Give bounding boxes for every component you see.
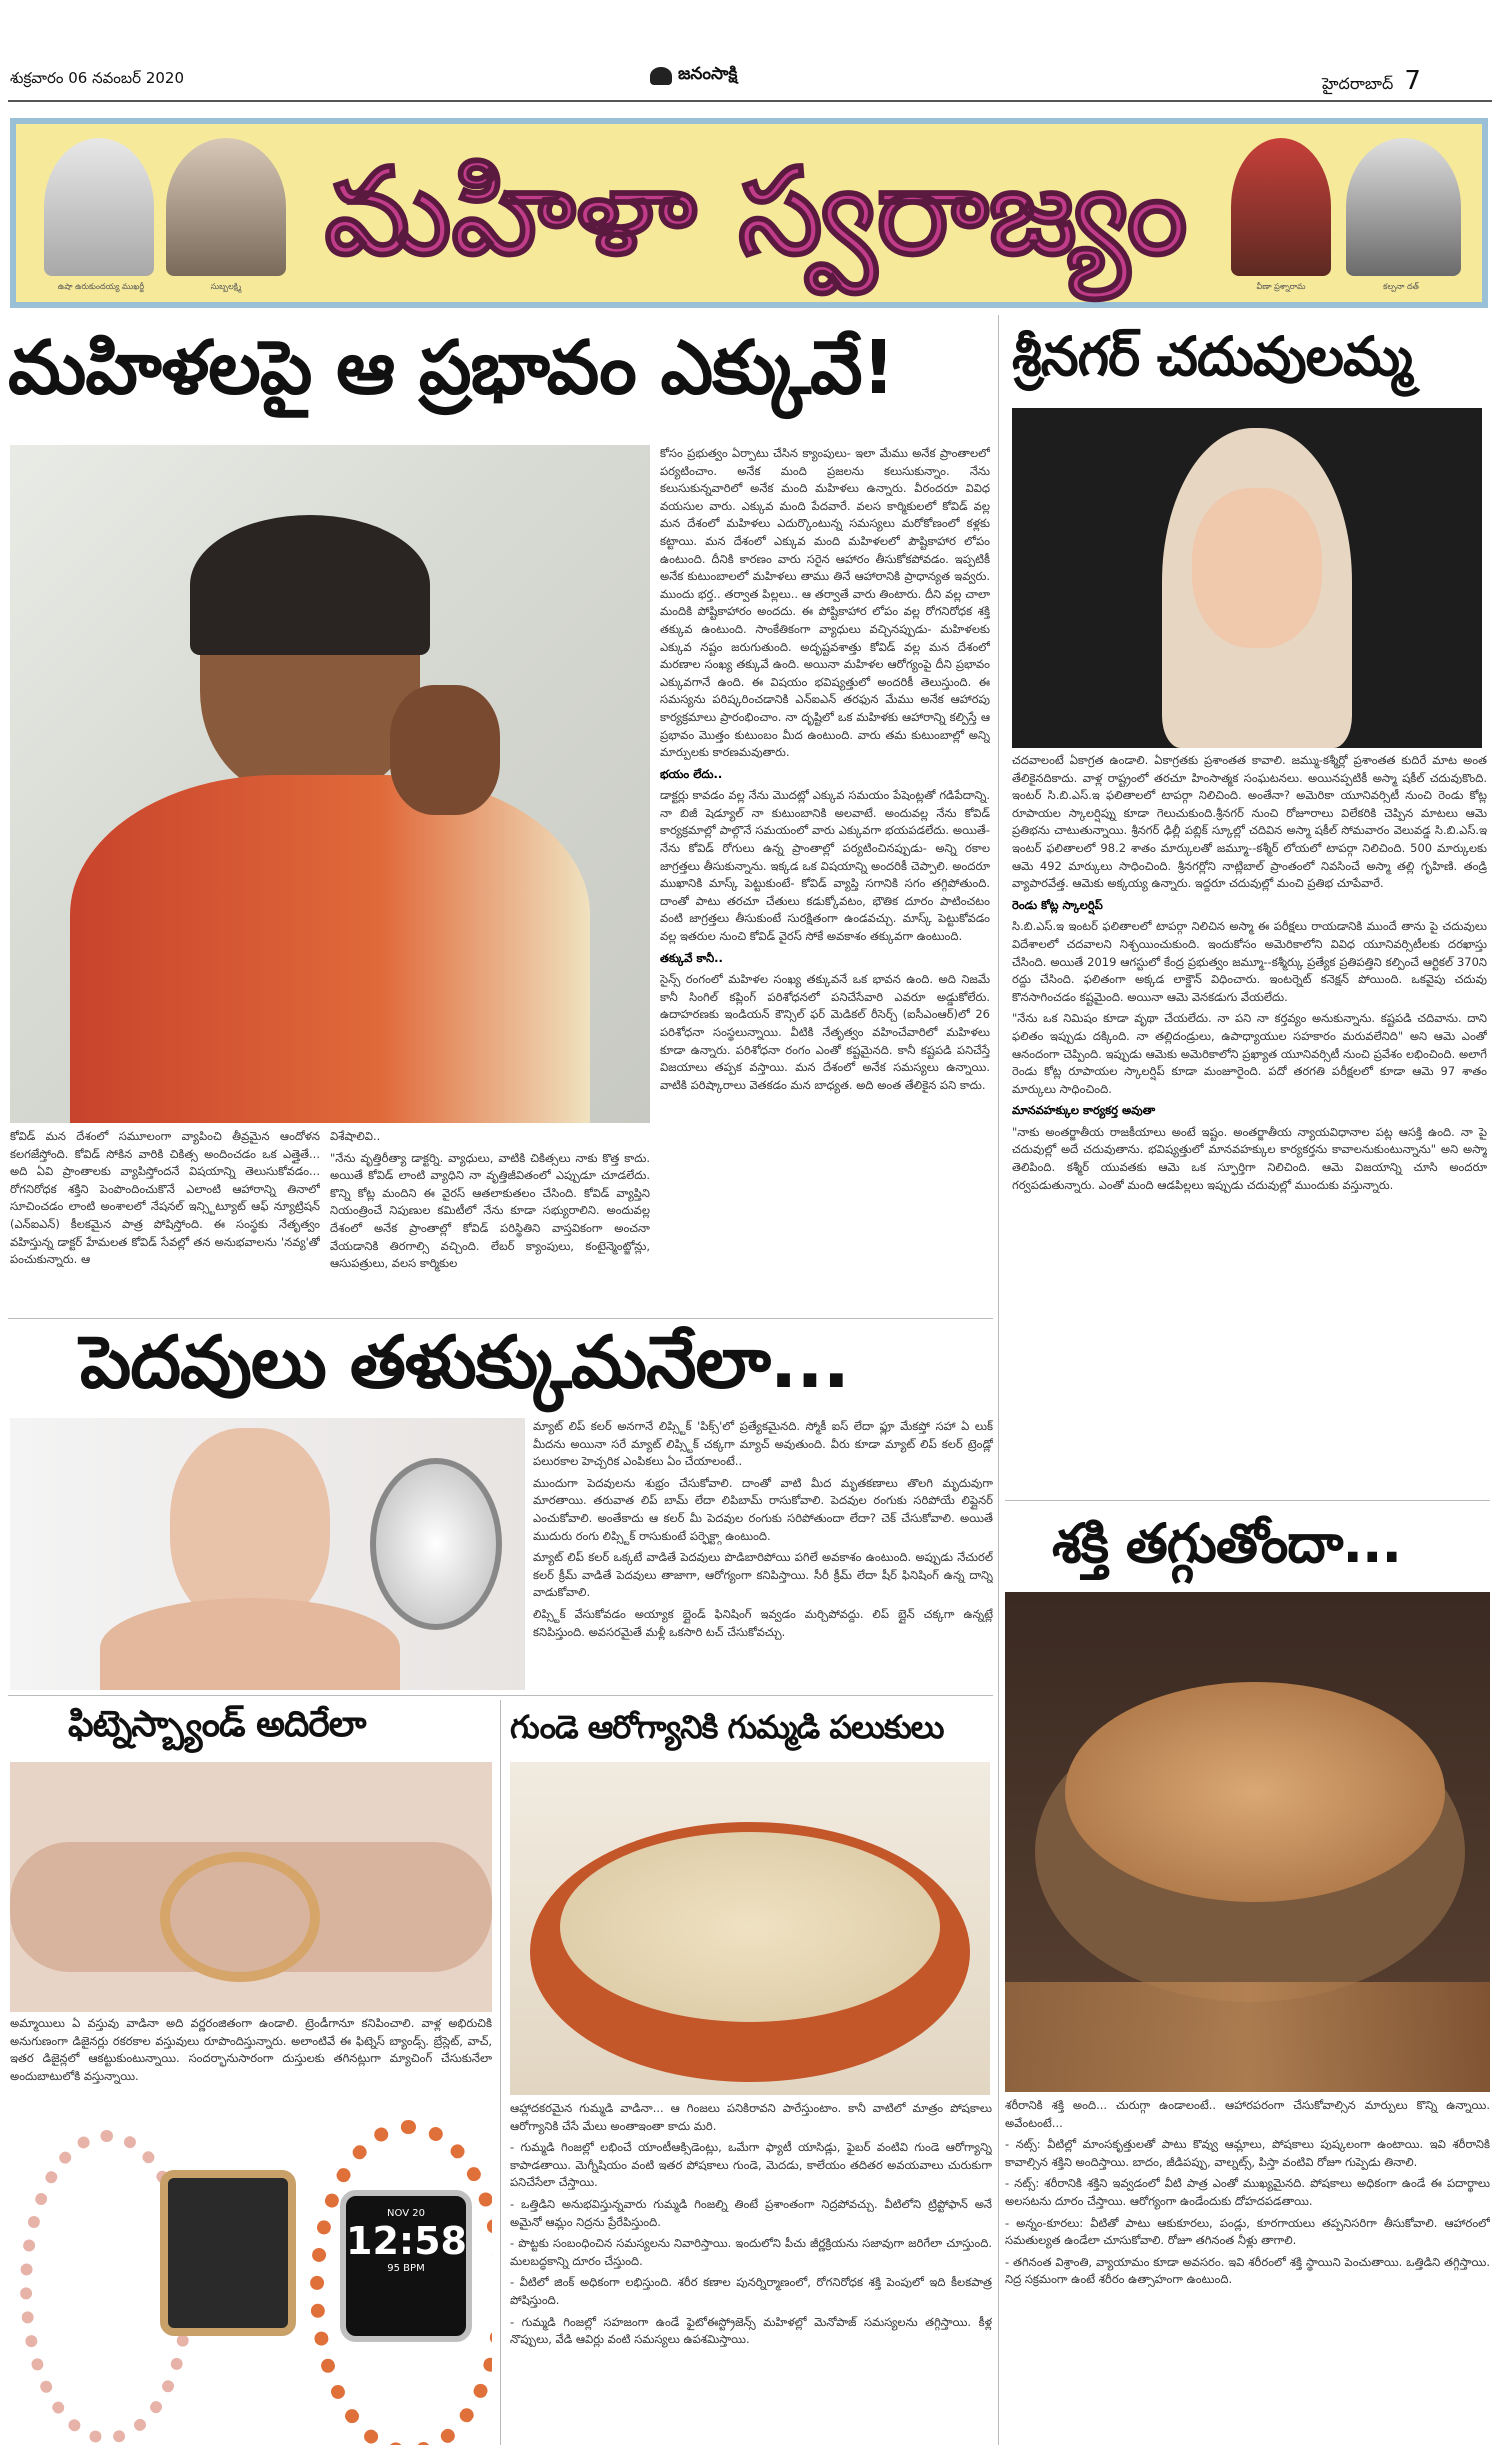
srinagar-para4: "నాకు అంతర్జాతీయ రాజకీయాలు అంటే ఇష్టం. అంతర్జాతీయ న్యాయవిధానాల పట్ల ఆసక్తి ఉంది. నా పై చదువుల్లో అదే చదువుతాను. భవిష్యత్తులో మానవహక్కుల కార్యకర్తను కావాలనుకుంటున్నాను" అని అస్మా తెలిపింది. కశ్మీర్ యువతకు ఆమె ఒక స్ఫూర్తిగా నిలిచింది. ఆమె విజయాన్ని చూసి అందరూ గర్వపడుతున్నారు. ఎంతో మంది ఆడపిల్లలు ఇప్పుడు చదువుల్లో ముందుకు వస్తున్నారు. — [1012, 1124, 1487, 1192]
masthead-paper — [650, 64, 737, 88]
photo-woman-saree — [70, 775, 590, 1123]
main-col2 — [330, 1128, 650, 1313]
paper-logo-icon — [650, 67, 672, 85]
banner-portrait-2-caption: సుబ్బలక్ష్మి — [210, 282, 242, 291]
pumpkin-para5: - వీటిలో జింక్ అధికంగా లభిస్తుంది. శరీర కణాల పునర్నిర్మాణంలో, రోగనిరోధక శక్తి పెంపులో ఇది కీలకపాత్ర పోషిస్తుంది. — [510, 2275, 992, 2307]
watch-date: NOV 20 — [387, 2208, 425, 2219]
srinagar-headline: శ్రీనగర్ చదువులమ్మ — [1012, 325, 1412, 388]
srinagar-para3: "నేను ఒక నిమిషం కూడా వృథా చేయలేదు. నా పని నా కర్తవ్యం అనుకున్నాను. కష్టపడి చదివాను. దాని ఫలితం ఇప్పుడు దక్కింది. నా తల్లిదండ్రులు, ఉపాధ్యాయుల సహకారం మరువలేనిది" అని ఆమె ఎంతో ఆనందంగా చెప్పింది. ఇప్పుడు ఆమెకు అమెరికాలోని ప్రఖ్యాత యూనివర్సిటీ నుంచి ప్రవేశం లభించింది. అలాగే రెండు కోట్ల రూపాయల స్కాలర్షిప్ కూడా మంజూరైంది. పదో తరగతి పరీక్షలలో కూడా ఆమె 97 శాతం మార్కులు సాధించింది. — [1012, 1011, 1487, 1096]
fitness-products-photo — [10, 2110, 492, 2445]
main-col3-para3: సైన్స్ రంగంలో మహిళల సంఖ్య తక్కువనే ఒక భావన ఉంది. అది నిజమే కానీ సింగిల్ కప్లింగ్ పరిశోధనలో పనిచేసేవారి ఎవరూ అడ్డుకోలేరు. ఉదాహరణకు ఇండియన్ కౌన్సిల్ ఫర్ మెడికల్ రీసెర్చ్ (ఐసీఎంఆర్)లో 26 పరిశోధనా సంస్థలున్నాయి. వీటికి నేతృత్వం వహించేవారిలో మహిళలు కూడా ఉన్నారు. పరిశోధనా రంగం ఎంతో కష్టమైనది. కానీ కష్టపడి పనిచేస్తే విజయాలు తప్పక వస్తాయి. మన దేశంలో అనేక సమస్యలు ఉన్నాయి. వాటికి పరిష్కారాలు వెతకడం మన బాధ్యత. అది అంత తేలికైన పని కాదు. — [660, 972, 990, 1092]
lips-headline: పెదవులు తళుక్కుమనేలా... — [80, 1320, 849, 1404]
lips-para1: మ్యాట్ లిప్ కలర్ అనగానే లిప్స్టిక్ 'పిక్స్'లో ప్రత్యేకమైనది. స్మోకీ ఐస్ లేదా ఫ్లూ మేకప్తో సహా ఏ లుక్ మీదను అయినా సరే మ్యాట్ లిప్స్టిక్ చక్కగా మ్యాచ్ అవుతుంది. వీరు కూడా మ్యాట్ లిప్ కలర్ ట్రెండ్లో పలురకాల హెచ్చరిక ఎంపికలు ఏం చేయాలంటే.. — [533, 1419, 993, 1469]
main-col2-subhead: విశేషాలివి.. — [330, 1129, 381, 1143]
masthead-date: శుక్రవారం 06 నవంబర్ 2020 — [10, 69, 185, 87]
photo-seeds — [560, 1832, 940, 2022]
pumpkin-para4: - పొట్టకు సంబంధించిన సమస్యలను నివారిస్తాయి. ఇందులోని పీచు జీర్ణక్రియను సజావుగా జరిగేలా చూస్తుంది. మలబద్ధకాన్ని దూరం చేస్తుంది. — [510, 2236, 992, 2268]
product-watch-2 — [340, 2190, 472, 2342]
banner — [10, 118, 1488, 308]
pumpkin-para1: ఆహ్లాదకరమైన గుమ్మడి వాడినా... ఆ గింజలు పనికిరావని పారేస్తుంటాం. కానీ వాటిలో మాత్రం పోషకాలు ఆరోగ్యానికి చేసే మేలు అంతాఇంతా కాదు మరి. — [510, 2101, 992, 2133]
watch-time: 12:58 — [346, 2219, 467, 2263]
fitness-para: అమ్మాయిలు ఏ వస్తువు వాడినా అది వర్ణరంజితంగా ఉండాలి. ట్రెండీగానూ కనిపించాలి. వాళ్ల అభిరుచికి అనుగుణంగా డిజైనర్లు రకరకాల వస్తువులు రూపొందిస్తున్నారు. అలాంటివే ఈ ఫిట్నెస్ బ్యాండ్స్. బ్రేస్లెట్, వాచ్, ఇతర డిజైన్లలో ఆకట్టుకుంటున్నాయి. సందర్భానుసారంగా దుస్తులకు తగినట్లుగా మ్యాచింగ్ చేసుకునేలా అందుబాటులోకి వస్తున్నాయి. — [10, 2016, 492, 2083]
photo-bracelet — [160, 1852, 320, 1982]
lips-para4: లిప్స్టిక్ వేసుకోవడం అయ్యాక బ్లైండ్ ఫినిషింగ్ ఇవ్వడం మర్చిపోవద్దు. లిప్ బ్లైన్ చక్కగా ఉన్నట్లే కనిపిస్తుంది. అవసరమైతే మళ్లీ ఒకసారి టచ్ చేసుకోవచ్చు. — [533, 1606, 993, 1639]
photo-mirror — [370, 1458, 502, 1630]
main-col3-para2: డాక్టర్లు కావడం వల్ల నేను మొదట్లో ఎక్కువ సమయం పేషెంట్లతో గడిపేదాన్ని. నా బిజీ షెడ్యూల్ నా కుటుంబానికి అలవాటే. అందువల్ల నేను కోవిడ్ కార్యక్రమాల్లో పాల్గొనే సమయంలో వారు ఎక్కువగా భయపడలేదు. అయితే- నేను కోవిడ్ రోగులు ఉన్న ప్రాంతాల్లో పర్యటించినప్పుడు- అన్ని రకాల జాగ్రత్తలు తీసుకున్నాను. ఇక్కడ ఒక విషయాన్ని అందరికీ చెప్పాలి. అందరూ ముఖానికి మాస్క్ పెట్టుకుంటే- కోవిడ్ వ్యాప్తి సగానికి సగం తగ్గిపోతుంది. దాంతో పాటు తరచూ చేతులు కడుక్కోవటం, భౌతిక దూరం పాటించటం వంటి జాగ్రత్తలు తీసుకుంటే సురక్షితంగా ఉండవచ్చు. మాస్క్ పెట్టుకోవడం వల్ల ఇతరుల నుంచి కోవిడ్ వైరస్ సోకే అవకాశం తక్కువగా ఉంటుంది. — [660, 788, 990, 944]
banner-portrait-4-caption: కల్పనా దత్ — [1383, 282, 1419, 291]
masthead-rule — [8, 100, 1492, 102]
srinagar-para1: చదవాలంటే ఏకాగ్రత ఉండాలి. ఏకాగ్రతకు ప్రశాంతత కావాలి. జమ్ము-కశ్మీర్లో ప్రశాంతత కుదిరే మాట అంత తేలికైనదికాదు. వాళ్ల రాష్ట్రంలో తరచూ హింసాత్మక సంఘటనలు. అయినప్పటికీ అస్మా షకీల్ చదువుకొంది. ఇంటర్ సి.బి.ఎస్.ఇ ఫలితాలలో టాపర్గా నిలిచింది. అంతేనా? అమెరికా యూనివర్సిటీ నుంచి రెండు కోట్ల రూపాయల స్కాలర్షిప్ను కూడా గెలుచుకుంది.శ్రీనగర్ నుంచి రోజూరాలు విలేకరికి చెప్పిన మాటలు ఆమె ప్రతిభను చాటుతున్నాయి. శ్రీనగర్ ఢిల్లీ పబ్లిక్ స్కూల్లో చదివిన అస్మా షకీల్ సోమవారం వెలువడ్డ సి.బి.ఎస్.ఇ ఇంటర్ ఫలితాలలో 98.2 శాతం మార్కులతో జమ్మూ--కశ్మీర్ లోయలో టాపర్గా నిలిచింది. 500 మార్కులకు ఆమె 492 మార్కులు సాధించింది. శ్రీనగర్లోని నాట్లిబాల్ ప్రాంతంలో నివసించే అస్మా తల్లి గృహిణి. తండ్రి వ్యాపారవేత్త. ఆమెకు అక్కయ్య ఉన్నారు. ఇద్దరూ చదువుల్లో మంచి ప్రతిభ చూపేవారే. — [1012, 753, 1487, 891]
main-headline: మహిళలపై ఆ ప్రభావం ఎక్కువే! — [8, 325, 895, 411]
srinagar-subhead2: మానవహక్కుల కార్యకర్త అవుతా — [1012, 1103, 1156, 1118]
watch-sub: 95 BPM — [387, 2263, 425, 2274]
srinagar-body — [1012, 752, 1487, 1502]
banner-portrait-3 — [1231, 138, 1331, 276]
main-col3-subhead1: భయం లేదు.. — [660, 766, 723, 781]
divider-nuts — [1005, 1500, 1490, 1501]
srinagar-subhead1: రెండు కోట్ల స్కాలర్షిప్ — [1012, 897, 1103, 912]
nuts-para2: - నట్స్: వీటిల్లో మాంసకృత్తులతో పాటు కొవ్వు ఆమ్లాలు, పోషకాలు పుష్కలంగా ఉంటాయి. ఇవి శరీరానికి కావాల్సిన శక్తిని అందిస్తాయి. బాదం, జీడిపప్పు, వాల్నట్స్, పిస్తా వంటివి రోజూ గుప్పెడు తినాలి. — [1005, 2137, 1490, 2169]
srinagar-photo — [1012, 408, 1482, 748]
banner-portrait-2 — [166, 138, 286, 276]
divider-pumpkin — [500, 1700, 501, 2445]
nuts-body — [1005, 2097, 1490, 2445]
fitness-headline: ఫిట్నెస్బ్యాండ్ అదిరేలా — [68, 1704, 366, 1745]
pumpkin-para6: - గుమ్మడి గింజల్లో సహజంగా ఉండే ఫైటోఈస్ట్రోజెన్స్ మహిళల్లో మెనోపాజ్ సమస్యలను తగ్గిస్తాయి. కీళ్ల నొప్పులు, వేడి ఆవిర్లు వంటి సమస్యలు ఉపశమిస్తాయి. — [510, 2314, 992, 2347]
lips-para3: మ్యాట్ లిప్ కలర్ ఒక్కటే వాడితే పెదవులు పొడిబారిపోయి పగిలే అవకాశం ఉంటుంది. అప్పుడు నేచురల్ కలర్ క్రీమ్ వాడితే పెదవులు తాజాగా, ఆరోగ్యంగా కనిపిస్తాయి. సీరీ క్రీమ్ లేదా షీర్ ఫినిషింగ్ ఉన్న దాన్ని వాడుకోవాలి. — [533, 1550, 993, 1600]
photo-woman-hair — [190, 515, 430, 655]
srinagar-para2: సి.బి.ఎస్.ఇ ఇంటర్ ఫలితాలలో టాపర్గా నిలిచిన అస్మా ఈ పరీక్షలు రాయడానికి ముందే తాను పై చదువులు విదేశాలలో చదవాలని నిశ్చయించుకుంది. ఇందుకోసం అమెరికాలోని వివిధ యూనివర్సిటీలకు దరఖాస్తు చేసింది. అయితే 2019 ఆగస్టులో కేంద్ర ప్రభుత్వం జమ్మూ--కశ్మీర్కు ప్రత్యేక ప్రతిపత్తిని కల్పించే ఆర్టికల్ 370ని రద్దు చేసింది. ఫలితంగా అక్కడ లాక్డౌన్ విధించారు. ఇంటర్నెట్ కనెక్షన్ పోయింది. ఒకవైపు చదువు కొనసాగించడం కష్టమైంది. అయినా ఆమె వెనకడుగు వేయలేదు. — [1012, 919, 1487, 1004]
lips-para2: ముందుగా పెదవులను శుభ్రం చేసుకోవాలి. దాంతో వాటి మీద మృతకణాలు తొలగి మృదువుగా మారతాయి. తరువాత లిప్ బామ్ లేదా లిపిబామ్ రాసుకోవాలి. పెదవుల రంగుకు సరిపోయే లిప్లైనర్ ఎంచుకోవాలి. అంతేకాదు ఆ కలర్ మీ పెదవుల రంగుకు సరిపోతుందా లేదా? చెక్ చేసుకోవాలి. అయితే ముదురు రంగు లిప్స్టిక్ రాసుకుంటే పర్ఫెక్ట్గా ఉంటుంది. — [533, 1475, 993, 1543]
pumpkin-headline: గుండె ఆరోగ్యానికి గుమ్మడి పలుకులు — [510, 1708, 944, 1746]
nuts-para4: - అన్నం-కూరలు: వీటితో పాటు ఆకుకూరలు, పండ్లు, కూరగాయలు తప్పనిసరిగా తీసుకోవాలి. ఆహారంలో సమతుల్యత ఉండేలా చూసుకోవాలి. రోజూ తగినంత నీళ్లు తాగాలి. — [1005, 2215, 1490, 2248]
divider-fitness — [8, 1695, 993, 1696]
nuts-para1: శరీరానికి శక్తి అంది... చురుగ్గా ఉండాలంటే.. ఆహారపరంగా చేసుకోవాల్సిన మార్పులు కొన్ని ఉన్నాయి. అవేంటంటే... — [1005, 2098, 1490, 2130]
photo-woman-hand — [390, 685, 500, 815]
main-col1 — [10, 1128, 320, 1313]
nuts-headline: శక్తి తగ్గుతోందా... — [1052, 1512, 1401, 1575]
photo-face — [1192, 488, 1322, 648]
pumpkin-photo — [510, 1762, 990, 2095]
main-col3 — [660, 445, 990, 1313]
fitness-body — [10, 2015, 492, 2105]
main-col1-para: కోవిడ్ మన దేశంలో సమూలంగా వ్యాపించి తీవ్రమైన ఆందోళన కలగజేస్తోంది. కోవిడ్ సోకిన వారికి చికిత్స అందించడం ఒక ఎత్తైతే... అది ఏవి ప్రాంతాలకు వ్యాపిస్తోందనే విషయాన్ని తెలుసుకోవడం... రోగనిరోధక శక్తిని పెంపొందించుకొనే ఎలాంటి ఆహారాన్ని తినాలో సూచించడం లాంటి అంశాలలో నేషనల్ ఇన్స్టిట్యూట్ ఆఫ్ న్యూట్రిషన్ (ఎన్ఐఎన్) కీలకమైన పాత్ర పోషిస్తోంది. ఈ సంస్థకు నేతృత్వం వహిస్తున్న డాక్టర్ హేమలత కోవిడ్ సేవల్లో తన అనుభవాలను 'నవ్య'తో పంచుకున్నారు. ఆ — [10, 1129, 320, 1267]
paper-name: జనంసాక్షి — [678, 64, 738, 84]
banner-portrait-1 — [44, 138, 154, 276]
banner-title: మహిళా స్వరాజ్యం — [324, 143, 1188, 282]
page-number: 7 — [1404, 66, 1421, 96]
lips-photo — [10, 1418, 525, 1690]
banner-portrait-3-caption: వీణా ప్రశ్నారామ — [1256, 282, 1306, 291]
masthead-city: హైదరాబాద్ 7 — [1322, 66, 1421, 96]
photo-scattered-nuts — [1005, 1982, 1490, 2092]
pumpkin-para2: - గుమ్మడి గింజల్లో లభించే యాంటీఆక్సిడెంట్లు, ఒమేగా ఫ్యాటీ యాసిడ్లు, ఫైబర్ వంటివి గుండె ఆరోగ్యాన్ని కాపాడతాయి. మెగ్నీషియం వంటి ఇతర పోషకాలు గుండె, మెదడు, కాలేయం తదితర అవయవాలు చురుకుగా పనిచేసేలా చేస్తాయి. — [510, 2140, 992, 2190]
banner-portrait-4 — [1346, 138, 1461, 276]
banner-portrait-1-caption: ఉషా ఉరుకుందయ్య ముఖర్జీ — [57, 282, 145, 291]
nuts-photo — [1005, 1592, 1490, 2092]
main-col3-para1: కోసం ప్రభుత్వం ఏర్పాటు చేసిన క్యాంపులు- ఇలా మేము అనేక ప్రాంతాలలో పర్యటించాం. అనేక మంది ప్రజలను కలుసుకున్నాం. నేను కలుసుకున్నవారిలో అనేక మంది మహిళలు ఉన్నారు. వీరందరూ వివిధ వయసుల వారు. ఎక్కువ మంది పేదవారే. వలస కార్మికులలో కోవిడ్ వల్ల మన దేశంలో మహిళలు ఎదుర్కొంటున్న సమస్యలు మరోకోణంలో కళ్లకు కట్టాయి. మన దేశంలో ఎక్కువ మంది మహిళలలో పౌష్టికాహార లోపం ఉంటుంది. దీనికి కారణం వారు సరైన ఆహారం తీసుకోకపోవడం. ఇప్పటికీ అనేక కుటుంబాలలో మహిళలు తాము తినే ఆహారానికి ప్రాధాన్యత ఇవ్వరు. ముందు భర్త.. తర్వాత పిల్లలు.. ఆ తర్వాతే వారు తింటారు. దీని వల్ల చాలా మందికి పోష్టికాహారం అందదు. ఈ పోష్టికాహార లోపం వల్ల రోగనిరోధక శక్తి తక్కువ ఉంటుంది. సాంకేతికంగా వ్యాధులు వచ్చినప్పుడు- మహిళలకు ఎక్కువ నష్టం జరుగుతుంది. అదృష్టవశాత్తు కోవిడ్ వల్ల మన దేశంలో మరణాల సంఖ్య తక్కువే ఉంది. అయినా మహిళల ఆరోగ్యంపై దీని ప్రభావం ఎక్కువగానే ఉంది. ఈ విషయం భవిష్యత్తులో అందరికీ తెలుస్తుంది. ఈ సమస్యను పరిష్కరించడానికి ఎన్ఐఎన్ తరఫున మేము అనేక ఆహారపు కార్యక్రమాలు ప్రారంభించాం. నా దృష్టిలో ఒక మహిళకు ఆహారాన్ని కల్పిస్తే ఆ ప్రభావం మొత్తం కుటుంబం మీద ఉంటుంది. వారు తమ కుటుంబాల్లో అన్ని మార్పులకు కారణమవుతారు. — [660, 446, 990, 760]
fitness-photo — [10, 1762, 492, 2012]
lips-body — [533, 1418, 993, 1690]
product-watch-1 — [160, 2170, 296, 2336]
pumpkin-body — [510, 2100, 992, 2445]
main-photo — [10, 445, 650, 1123]
divider-lips — [8, 1318, 993, 1319]
photo-model-shoulder — [100, 1598, 400, 1690]
column-divider — [998, 315, 999, 2445]
nuts-para3: - నట్స్: శరీరానికి శక్తిని ఇవ్వడంలో వీటి పాత్ర ఎంతో ముఖ్యమైనది. పోషకాలు అధికంగా ఉండే ఈ పదార్థాలు అలసటను దూరం చేస్తాయి. ఆరోగ్యంగా ఉండేందుకు దోహదపడతాయి. — [1005, 2176, 1490, 2208]
main-col2-para: "నేను వృత్తిరీత్యా డాక్టర్ని. వ్యాధులు, వాటికి చికిత్సలు నాకు కొత్త కాదు. అయితే కోవిడ్ లాంటి వ్యాధిని నా వృత్తిజీవితంలో ఎప్పుడూ చూడలేదు. కొన్ని కోట్ల మందిని ఈ వైరస్ ఆతలాకుతలం చేసింది. కోవిడ్ వ్యాప్తిని నియంత్రించే నిపుణుల కమిటీలో నేను కూడా సభ్యురాలిని. అందువల్ల దేశంలో అనేక ప్రాంతాల్లో కోవిడ్ పరిస్థితిని వాస్తవికంగా అంచనా వేయడానికి తిరగాల్సి వచ్చింది. లేబర్ క్యాంపులు, కంటైన్మెంట్జోన్లు, ఆసుపత్రులు, వలస కార్మికుల — [330, 1150, 650, 1271]
nuts-para5: - తగినంత విశ్రాంతి, వ్యాయామం కూడా అవసరం. ఇవి శరీరంలో శక్తి స్థాయిని పెంచుతాయి. ఒత్తిడిని తగ్గిస్తాయి. నిద్ర సక్రమంగా ఉంటే శరీరం ఉత్సాహంగా ఉంటుంది. — [1005, 2254, 1490, 2287]
photo-nuts — [1065, 1682, 1445, 1902]
main-col3-subhead2: తక్కువే కానీ.. — [660, 950, 723, 965]
pumpkin-para3: - ఒత్తిడిని అనుభవిస్తున్నవారు గుమ్మడి గింజల్ని తింటే ప్రశాంతంగా నిద్రపోవచ్చు. వీటిలోని ట్రిప్టోఫాన్ అనే అమైనో ఆమ్లం నిద్రను ప్రేరేపిస్తుంది. — [510, 2196, 992, 2229]
